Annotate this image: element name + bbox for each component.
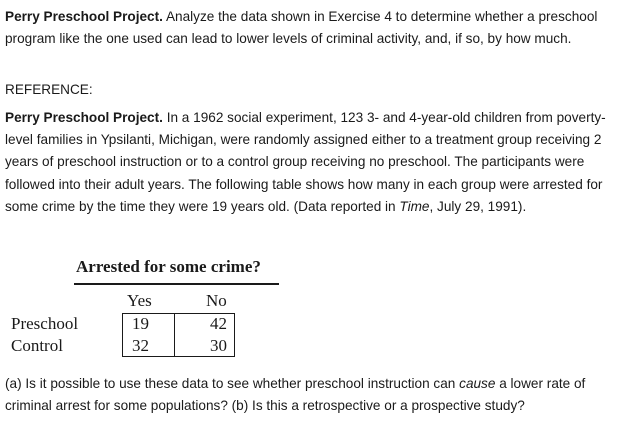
exercise-title: Perry Preschool Project. bbox=[5, 9, 163, 24]
questions-paragraph bbox=[5, 373, 609, 417]
column-header-yes: Yes bbox=[127, 291, 152, 310]
table-title: Arrested for some crime? bbox=[76, 257, 261, 276]
row-header-control: Control bbox=[11, 336, 63, 355]
reference-paragraph bbox=[5, 107, 609, 218]
question-a-emphasis: cause bbox=[459, 376, 496, 391]
reference-source: Time bbox=[399, 198, 430, 214]
table-divider bbox=[174, 314, 175, 356]
reference-text-end: , July 29, 1991). bbox=[429, 198, 527, 214]
reference-text: In a 1962 social experiment, 123 3- and 4-year-old children from poverty-level families in Ypsilanti, Michigan, were randomly assigned either to a treatment group receiving 2 years of preschool instruction or to a control group receiving no preschool. The participants were followed into their adult years. The following table shows how many in each group were arrested for some crime by the time they were 19 years old. (Data reported in bbox=[5, 110, 606, 214]
row-header-preschool: Preschool bbox=[11, 314, 79, 333]
table-cell: 32 bbox=[132, 336, 149, 355]
table-cell: 30 bbox=[210, 336, 227, 355]
exercise-paragraph bbox=[5, 6, 609, 50]
column-header-no: No bbox=[206, 291, 227, 310]
exercise-text: Analyze the data shown in Exercise 4 to determine whether a preschool program like the one used can lead to lower levels of criminal activity, and, if so, by how much. bbox=[5, 9, 598, 47]
table-cell: 42 bbox=[210, 314, 227, 333]
question-b-text: a lower rate of criminal arrest for some populations? (b) Is this a retrospective or a prospective study? bbox=[5, 376, 586, 414]
question-a-text: (a) Is it possible to use these data to see whether preschool instruction can bbox=[5, 376, 460, 391]
table-cell: 19 bbox=[132, 314, 149, 333]
reference-label: REFERENCE: bbox=[5, 82, 93, 97]
table-title-rule bbox=[74, 283, 279, 285]
reference-title: Perry Preschool Project. bbox=[5, 110, 163, 125]
